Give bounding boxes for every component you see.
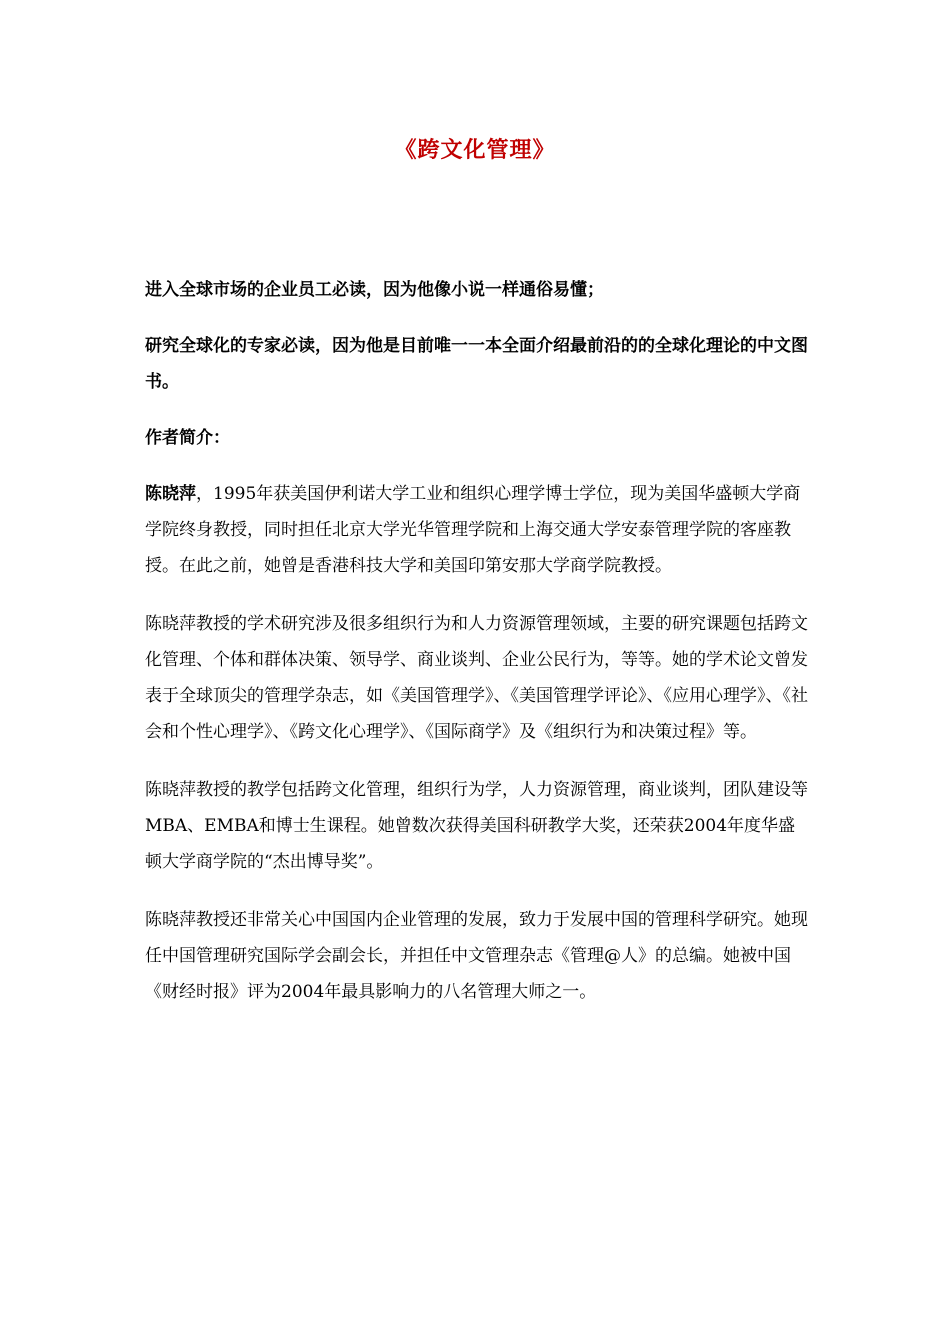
author-heading: 作者简介： (145, 428, 230, 448)
document-body (145, 272, 810, 1010)
author-name: 陈晓萍 (145, 484, 196, 504)
bio-paragraph-1-text: ，1995年获美国伊利诺大学工业和组织心理学博士学位，现为美国华盛顿大学商学院终身教授，同时担任北京大学光华管理学院和上海交通大学安泰管理学院的客座教授。在此之前，她曾是香港科技大学和美国印第安那大学商学院教授。 (145, 484, 801, 576)
bio-paragraph-service: 陈晓萍教授还非常关心中国国内企业管理的发展，致力于发展中国的管理科学研究。她现任中国管理研究国际学会副会长，并担任中文管理杂志《管理@人》的总编。她被中国《财经时报》评为2004年最具影响力的八名管理大师之一。 (145, 910, 808, 1002)
bio-paragraph-research: 陈晓萍教授的学术研究涉及很多组织行为和人力资源管理领域，主要的研究课题包括跨文化管理、个体和群体决策、领导学、商业谈判、企业公民行为，等等。她的学术论文曾发表于全球顶尖的管理学杂志，如《美国管理学》、《美国管理学评论》、《应用心理学》、《社会和个性心理学》、《跨文化心理学》、《国际商学》及《组织行为和决策过程》等。 (145, 614, 808, 742)
document-title: 《跨文化管理》 (394, 137, 556, 163)
intro-line-2: 研究全球化的专家必读，因为他是目前唯一一本全面介绍最前沿的的全球化理论的中文图书。 (145, 336, 808, 392)
bio-paragraph-1 (145, 476, 810, 584)
intro-line-1: 进入全球市场的企业员工必读，因为他像小说一样通俗易懂； (145, 280, 604, 300)
bio-paragraph-teaching: 陈晓萍教授的教学包括跨文化管理，组织行为学，人力资源管理，商业谈判，团队建设等MBA、EMBA和博士生课程。她曾数次获得美国科研教学大奖，还荣获2004年度华盛顿大学商学院的“杰出博导奖”。 (145, 780, 808, 872)
